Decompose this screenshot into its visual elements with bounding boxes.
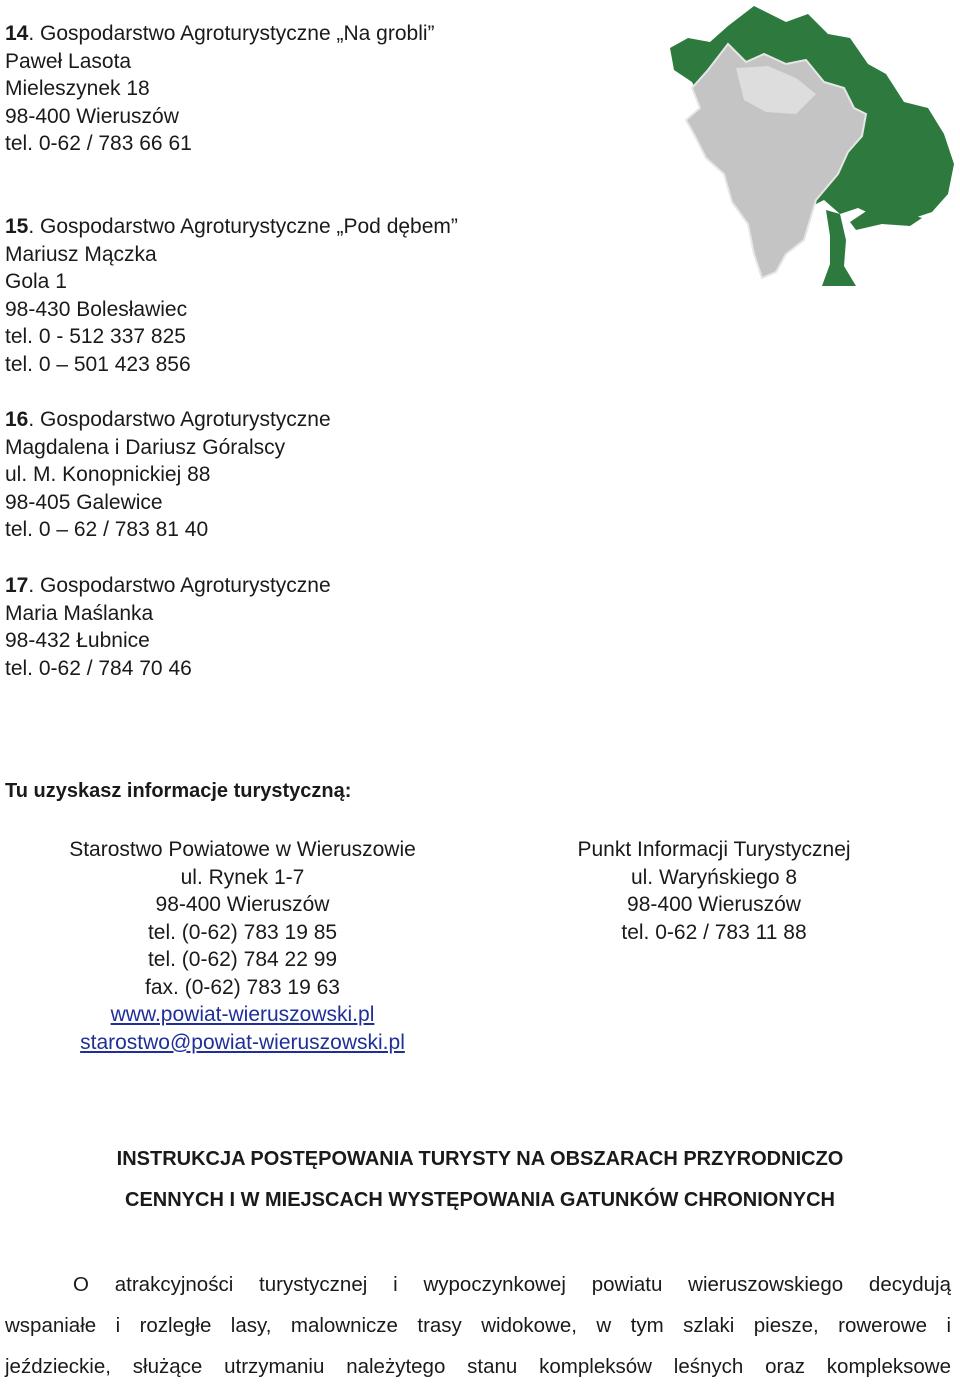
paragraph-line: O atrakcyjności turystycznej i wypoczynkowej powiatu wieruszowskiego decydują bbox=[73, 1273, 951, 1296]
office-phone: tel. (0-62) 784 22 99 bbox=[147, 948, 338, 971]
entry-title: Gospodarstwo Agroturystyczne bbox=[40, 408, 331, 431]
website-link[interactable]: www.powiat-wieruszowski.pl bbox=[110, 1003, 375, 1026]
paragraph-line: wspaniałe i rozległe lasy, malownicze trasy widokowe, w tym szlaki piesze, rowerowe i bbox=[5, 1314, 951, 1337]
entry-phone: tel. 0 – 62 / 783 81 40 bbox=[5, 518, 209, 541]
entry-address: ul. M. Konopnickiej 88 bbox=[5, 463, 211, 486]
entry-owner: Mariusz Mączka bbox=[5, 242, 157, 266]
office-fax: fax. (0-62) 783 19 63 bbox=[145, 975, 340, 999]
entry-owner: Maria Maślanka bbox=[5, 601, 154, 625]
info-heading: Tu uzyskasz informacje turystyczną: bbox=[5, 780, 352, 802]
entry-postal: 98-400 Wieruszów bbox=[5, 104, 179, 128]
tree-map-logo-icon bbox=[636, 4, 958, 290]
entry-title: Gospodarstwo Agroturystyczne bbox=[40, 574, 331, 597]
entry-number: 15 bbox=[5, 215, 29, 238]
entry-16: 16. Gospodarstwo Agroturystyczne Magdalena i Dariusz Góralscy ul. M. Konopnickiej 88 98-405 Galewice tel. 0 – 62 / 783 81 40 bbox=[5, 406, 331, 544]
entry-phone: tel. 0 - 512 337 825 bbox=[5, 325, 186, 348]
entry-17: 17. Gospodarstwo Agroturystyczne Maria Maślanka 98-432 Łubnice tel. 0-62 / 784 70 46 bbox=[5, 572, 331, 682]
entry-address: Gola 1 bbox=[5, 270, 67, 293]
entry-postal: 98-432 Łubnice bbox=[5, 629, 150, 652]
office-city: 98-400 Wieruszów bbox=[155, 893, 330, 916]
entry-phone: tel. 0 – 501 423 856 bbox=[5, 352, 191, 376]
instruction-heading-line-2: CENNYCH I W MIEJSCACH WYSTĘPOWANIA GATUNKÓW CHRONIONYCH bbox=[125, 1189, 835, 1211]
entry-number: 14 bbox=[5, 22, 29, 45]
entry-phone: tel. 0-62 / 784 70 46 bbox=[5, 656, 192, 680]
office-phone: tel. 0-62 / 783 11 88 bbox=[621, 920, 807, 944]
entry-title: Gospodarstwo Agroturystyczne „Pod dębem” bbox=[40, 215, 458, 238]
paragraph-line: jeździeckie, służące utrzymaniu należytego stanu kompleksów leśnych oraz kompleksowe bbox=[5, 1355, 951, 1378]
office-phone: tel. (0-62) 783 19 85 bbox=[147, 920, 338, 944]
instruction-heading-line-1: INSTRUKCJA POSTĘPOWANIA TURYSTY NA OBSZARACH PRZYRODNICZO bbox=[116, 1148, 844, 1170]
starostwo-contact bbox=[40, 836, 445, 1056]
entry-phone: tel. 0-62 / 783 66 61 bbox=[5, 132, 192, 155]
entry-address: Mieleszynek 18 bbox=[5, 77, 150, 100]
office-name: Starostwo Powiatowe w Wieruszowie bbox=[69, 838, 416, 861]
entry-number: 17 bbox=[5, 574, 29, 597]
intro-paragraph bbox=[5, 1264, 951, 1387]
entry-14: 14. Gospodarstwo Agroturystyczne „Na grobli” Paweł Lasota Mieleszynek 18 98-400 Wieruszów tel. 0-62 / 783 66 61 bbox=[5, 20, 435, 158]
entry-postal: 98-430 Bolesławiec bbox=[5, 297, 188, 321]
entry-postal: 98-405 Galewice bbox=[5, 490, 163, 514]
entry-15: 15. Gospodarstwo Agroturystyczne „Pod dębem” Mariusz Mączka Gola 1 98-430 Bolesławiec tel. 0 - 512 337 825 tel. 0 – 501 423 856 bbox=[5, 213, 458, 378]
office-city: 98-400 Wieruszów bbox=[627, 893, 801, 916]
entry-number: 16 bbox=[5, 408, 29, 431]
entry-owner: Paweł Lasota bbox=[5, 49, 132, 73]
office-street: ul. Waryńskiego 8 bbox=[630, 865, 798, 889]
tourist-info-contact bbox=[550, 836, 878, 946]
office-name: Punkt Informacji Turystycznej bbox=[577, 838, 851, 861]
entry-owner: Magdalena i Dariusz Góralscy bbox=[5, 435, 286, 459]
office-street: ul. Rynek 1-7 bbox=[180, 865, 305, 889]
entry-title: Gospodarstwo Agroturystyczne „Na grobli” bbox=[40, 22, 435, 45]
email-link[interactable]: starostwo@powiat-wieruszowski.pl bbox=[80, 1030, 405, 1054]
